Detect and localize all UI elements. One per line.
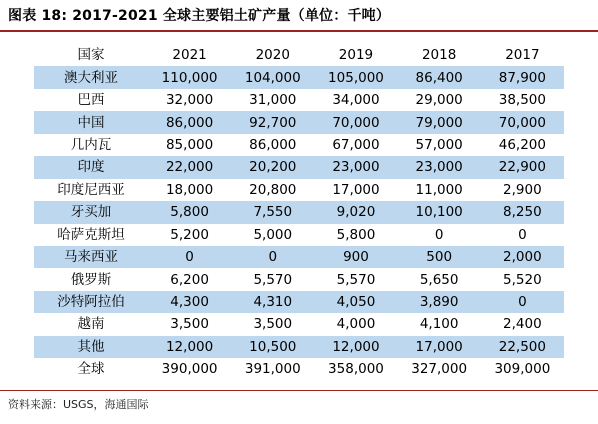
header-2018: 2018 xyxy=(421,47,457,64)
value-cell: 0 xyxy=(481,291,564,313)
value-cell: 34,000 xyxy=(332,92,380,109)
value-cell: 17,000 xyxy=(398,336,481,358)
value-cell: 29,000 xyxy=(415,92,463,109)
value-cell: 500 xyxy=(398,246,481,268)
value-cell: 92,700 xyxy=(231,111,314,133)
figure-title: 图表 18: 2017-2021 全球主要铝土矿产量（单位：千吨） xyxy=(8,8,391,24)
value-cell: 22,900 xyxy=(481,156,564,178)
value-cell: 3,500 xyxy=(170,316,209,333)
table-row xyxy=(34,201,564,223)
value-cell: 4,310 xyxy=(231,291,314,313)
table-row xyxy=(34,156,564,178)
value-cell: 6,200 xyxy=(170,271,209,288)
header-2020: 2020 xyxy=(255,47,290,64)
value-cell: 20,800 xyxy=(249,181,297,198)
footer-divider xyxy=(0,390,598,391)
value-cell: 4,100 xyxy=(419,316,459,333)
table-row xyxy=(34,224,564,246)
value-cell: 5,520 xyxy=(503,271,542,288)
value-cell: 70,000 xyxy=(314,111,397,133)
value-cell: 5,000 xyxy=(253,226,293,243)
table-row xyxy=(34,89,564,111)
value-cell: 12,000 xyxy=(314,336,397,358)
value-cell: 5,570 xyxy=(336,271,376,288)
table-row xyxy=(34,246,564,268)
value-cell: 23,000 xyxy=(398,156,481,178)
value-cell: 20,200 xyxy=(231,156,314,178)
country-cell: 印度 xyxy=(34,156,148,178)
country-cell: 澳大利亚 xyxy=(34,66,148,88)
value-cell: 12,000 xyxy=(148,336,231,358)
country-cell: 巴西 xyxy=(77,92,105,109)
value-cell: 86,400 xyxy=(398,66,481,88)
value-cell: 85,000 xyxy=(165,136,214,153)
value-cell: 358,000 xyxy=(328,361,384,378)
value-cell: 10,100 xyxy=(398,201,481,223)
table-row xyxy=(34,268,564,290)
table-row xyxy=(34,66,564,88)
country-cell: 印度尼西亚 xyxy=(57,181,125,198)
value-cell: 5,570 xyxy=(253,271,293,288)
value-cell: 86,000 xyxy=(148,111,231,133)
country-cell: 沙特阿拉伯 xyxy=(34,291,148,313)
value-cell: 4,050 xyxy=(314,291,397,313)
value-cell: 22,500 xyxy=(481,336,564,358)
country-cell: 中国 xyxy=(34,111,148,133)
value-cell: 46,200 xyxy=(498,136,546,153)
value-cell: 3,500 xyxy=(253,316,293,333)
value-cell: 86,000 xyxy=(249,136,297,153)
country-cell: 俄罗斯 xyxy=(70,271,112,288)
table-row xyxy=(34,134,564,156)
value-cell: 67,000 xyxy=(332,136,380,153)
value-cell: 0 xyxy=(231,246,314,268)
country-cell: 其他 xyxy=(34,336,148,358)
value-cell: 87,900 xyxy=(481,66,564,88)
title-divider xyxy=(0,30,598,32)
value-cell: 57,000 xyxy=(415,136,463,153)
value-cell: 4,300 xyxy=(148,291,231,313)
value-cell: 2,000 xyxy=(481,246,564,268)
value-cell: 18,000 xyxy=(165,181,214,198)
value-cell: 0 xyxy=(518,226,527,243)
table-row xyxy=(34,291,564,313)
table-row xyxy=(34,336,564,358)
value-cell: 5,800 xyxy=(148,201,231,223)
title-bar xyxy=(0,0,598,29)
value-cell: 391,000 xyxy=(244,361,301,378)
value-cell: 10,500 xyxy=(231,336,314,358)
value-cell: 3,890 xyxy=(398,291,481,313)
value-cell: 8,250 xyxy=(481,201,564,223)
value-cell: 110,000 xyxy=(148,66,231,88)
value-cell: 31,000 xyxy=(249,92,297,109)
value-cell: 0 xyxy=(148,246,231,268)
table-row xyxy=(34,358,564,380)
value-cell: 5,800 xyxy=(336,226,376,243)
value-cell: 7,550 xyxy=(231,201,314,223)
header-2017: 2017 xyxy=(505,47,540,64)
value-cell: 390,000 xyxy=(161,361,218,378)
value-cell: 11,000 xyxy=(415,181,463,198)
header-country: 国家 xyxy=(77,47,105,64)
country-cell: 牙买加 xyxy=(34,201,148,223)
value-cell: 9,020 xyxy=(314,201,397,223)
value-cell: 23,000 xyxy=(314,156,397,178)
header-2021: 2021 xyxy=(172,47,207,64)
value-cell: 5,200 xyxy=(170,226,209,243)
value-cell: 17,000 xyxy=(332,181,380,198)
country-cell: 马来西亚 xyxy=(34,246,148,268)
country-cell: 哈萨克斯坦 xyxy=(57,226,125,243)
value-cell: 105,000 xyxy=(314,66,397,88)
table-row xyxy=(34,179,564,201)
value-cell: 70,000 xyxy=(481,111,564,133)
table-header-row xyxy=(34,44,564,66)
value-cell: 79,000 xyxy=(398,111,481,133)
country-cell: 越南 xyxy=(77,316,105,333)
value-cell: 0 xyxy=(434,226,444,243)
table-row xyxy=(34,313,564,335)
value-cell: 38,500 xyxy=(498,92,546,109)
value-cell: 2,400 xyxy=(503,316,542,333)
value-cell: 900 xyxy=(314,246,397,268)
value-cell: 5,650 xyxy=(419,271,459,288)
bauxite-production-table xyxy=(34,44,564,381)
value-cell: 327,000 xyxy=(411,361,468,378)
source-note: 资料来源：USGS，海通国际 xyxy=(8,398,149,411)
value-cell: 22,000 xyxy=(148,156,231,178)
country-cell: 几内瓦 xyxy=(70,136,112,153)
value-cell: 104,000 xyxy=(231,66,314,88)
value-cell: 32,000 xyxy=(165,92,214,109)
header-2019: 2019 xyxy=(338,47,374,64)
value-cell: 309,000 xyxy=(494,361,551,378)
country-cell: 全球 xyxy=(77,361,105,378)
value-cell: 4,000 xyxy=(336,316,376,333)
table-body xyxy=(34,66,564,380)
table-row xyxy=(34,111,564,133)
value-cell: 2,900 xyxy=(503,181,542,198)
